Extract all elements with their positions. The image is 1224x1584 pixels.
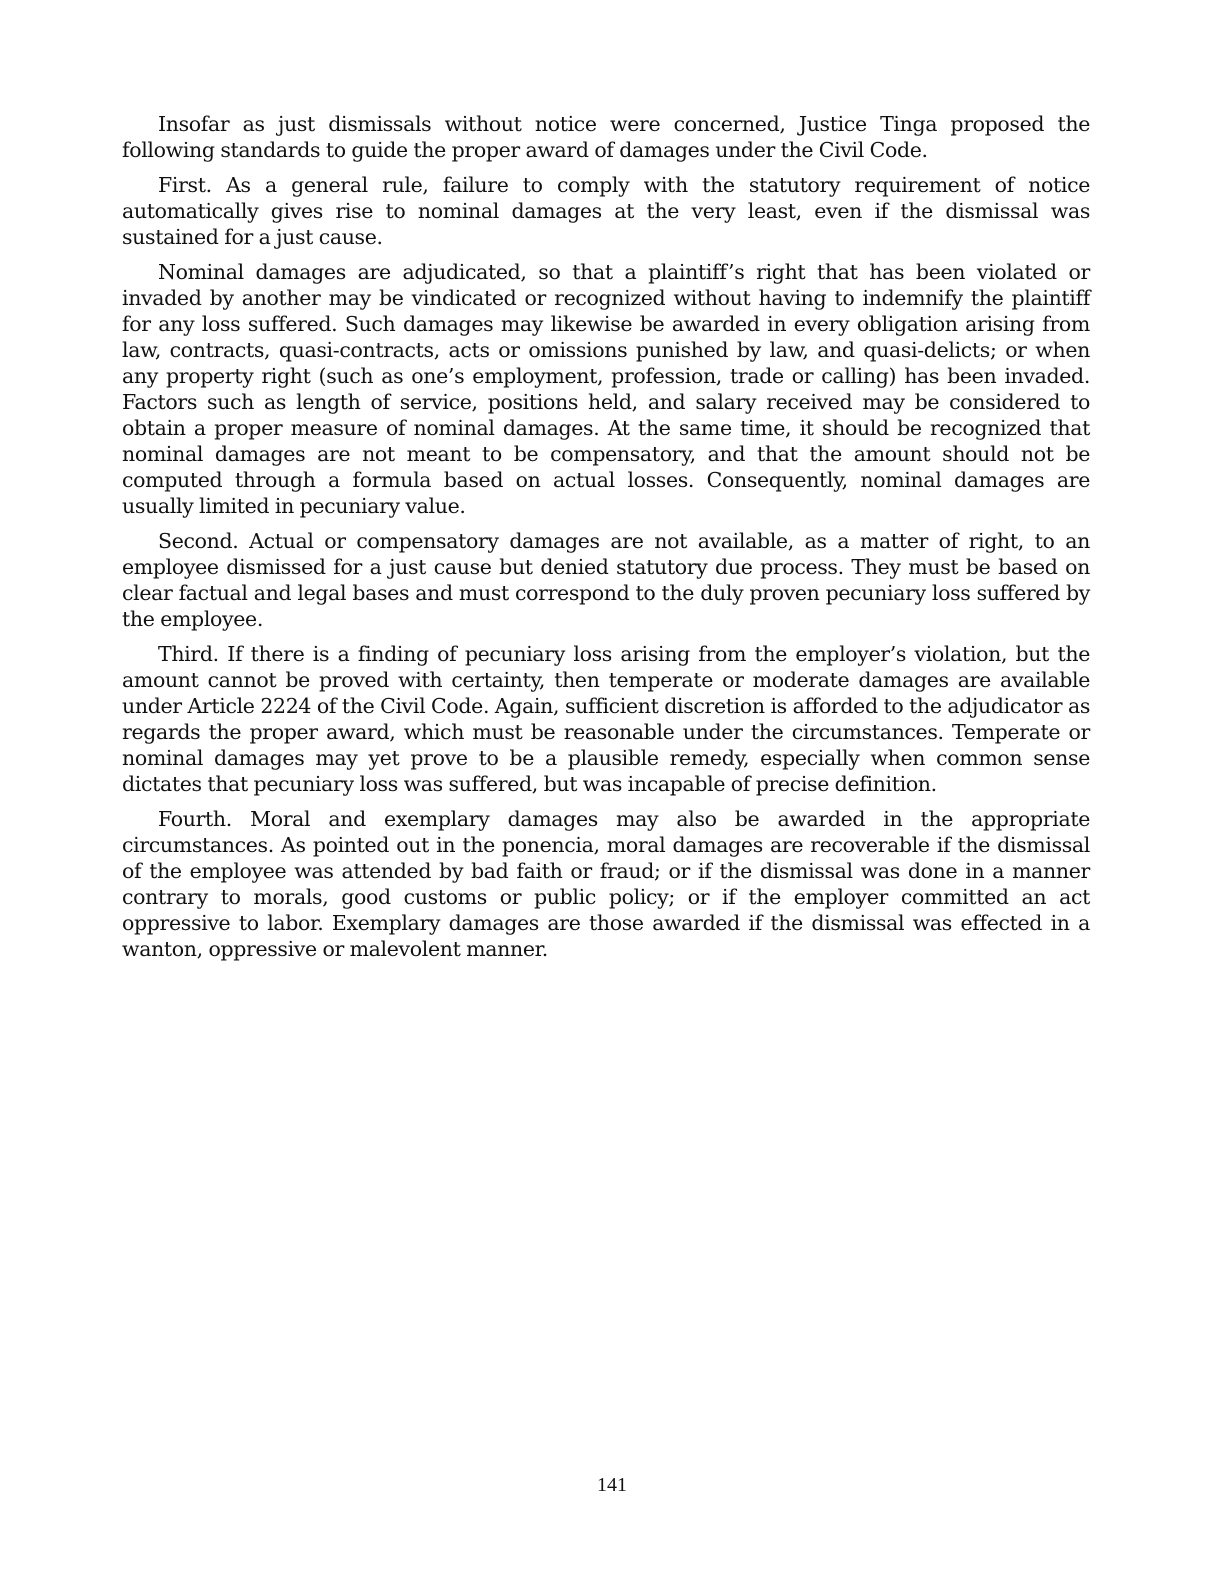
paragraph-nominal-damages: Nominal damages are adjudicated, so that a plaintiff’s right that has been violated or invaded by another may be vindicated or recognized without having to indemnify the plaintiff for any loss suffered. Such damages may likewise be awarded in every obligation arising from law, contracts, quasi-contracts, acts or omissions punished by law, and quasi-delicts; or when any property right (such as one’s employment, profession, trade or calling) has been invaded. Factors such as length of service, positions held, and salary received may be considered to obtain a proper measure of nominal damages. At the same time, it should be recognized that nominal damages are not meant to be compensatory, and that the amount should not be computed through a formula based on actual losses. Consequently, nominal damages are usually limited in pecuniary value. [122,260,1090,518]
paragraph-fourth-standard: Fourth. Moral and exemplary damages may also be awarded in the appropriate circumstances. As pointed out in the ponencia, moral damages are recoverable if the dismissal of the employee was attended by bad faith or fraud; or if the dismissal was done in a manner contrary to morals, good customs or public policy; or if the employer committed an act oppressive to labor. Exemplary damages are those awarded if the dismissal was effected in a wanton, oppressive or malevolent manner. [122,807,1090,961]
page-number: 141 [597,1474,627,1496]
paragraph-intro: Insofar as just dismissals without notice were concerned, Justice Tinga proposed the following standards to guide the proper award of damages under the Civil Code. [122,112,1090,162]
paragraph-first-standard: First. As a general rule, failure to comply with the statutory requirement of notice automatically gives rise to nominal damages at the very least, even if the dismissal was sustained for a just cause. [122,173,1090,249]
paragraph-third-standard: Third. If there is a finding of pecuniary loss arising from the employer’s violation, but the amount cannot be proved with certainty, then temperate or moderate damages are available under Article 2224 of the Civil Code. Again, sufficient discretion is afforded to the adjudicator as regards the proper award, which must be reasonable under the circumstances. Temperate or nominal damages may yet prove to be a plausible remedy, especially when common sense dictates that pecuniary loss was suffered, but was incapable of precise definition. [122,642,1090,796]
paragraph-second-standard: Second. Actual or compensatory damages are not available, as a matter of right, to an employee dismissed for a just cause but denied statutory due process. They must be based on clear factual and legal bases and must correspond to the duly proven pecuniary loss suffered by the employee. [122,529,1090,631]
page-body [122,111,1090,971]
